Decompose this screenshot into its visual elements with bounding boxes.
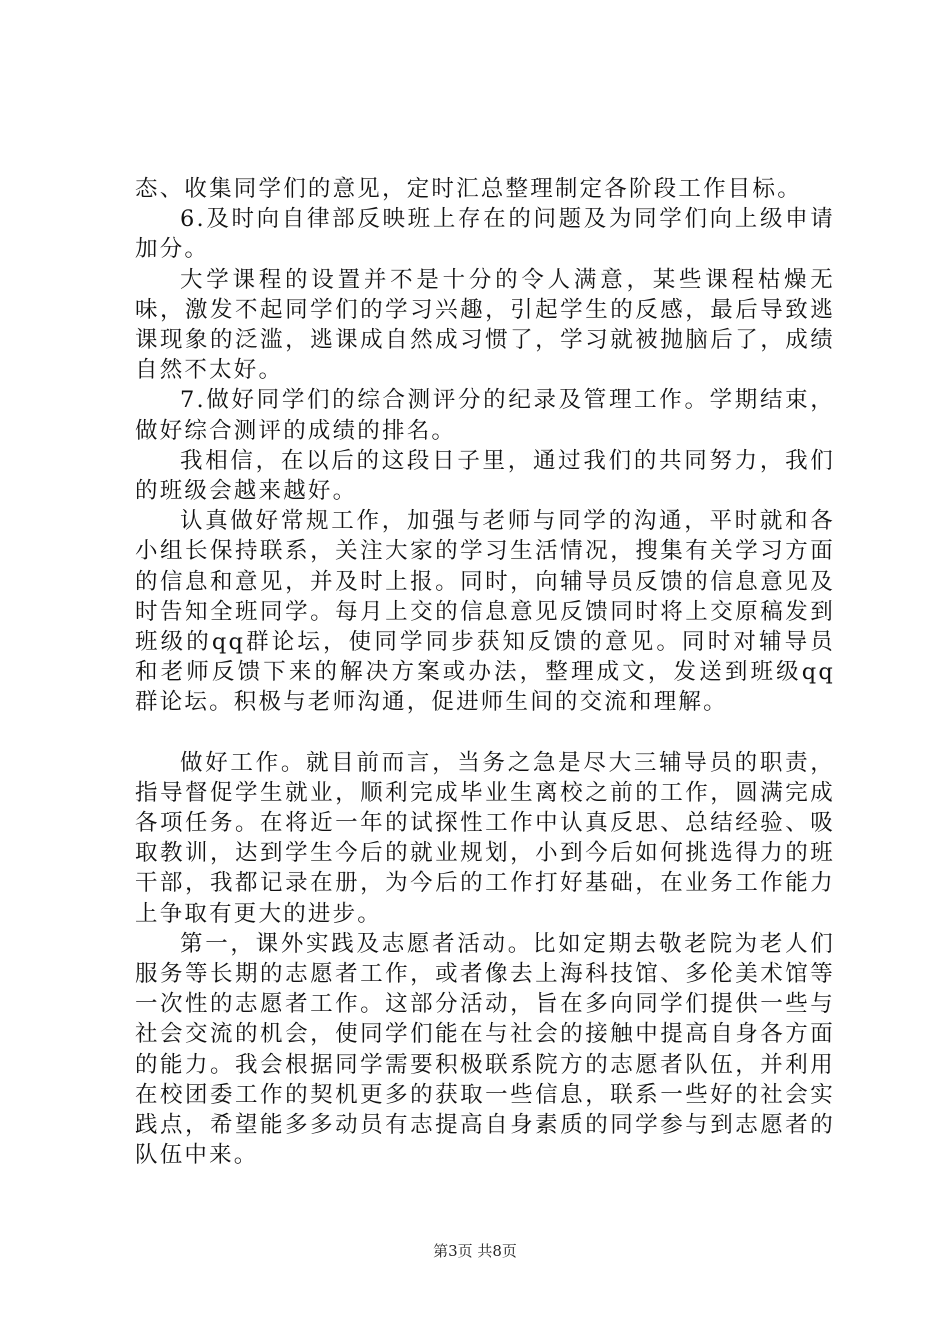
paragraph: 大学课程的设置并不是十分的令人满意，某些课程枯燥无味，激发不起同学们的学习兴趣，引起学生的反感，最后导致逃课现象的泛滥，逃课成自然成习惯了，学习就被抛脑后了，成绩自然不太好。 xyxy=(135,266,835,384)
paragraph: 认真做好常规工作，加强与老师与同学的沟通，平时就和各小组长保持联系，关注大家的学习生活情况，搜集有关学习方面的信息和意见，并及时上报。同时，向辅导员反馈的信息意见及时告知全班同学。每月上交的信息意见反馈同时将上交原稿发到班级的qq群论坛，使同学同步获知反馈的意见。同时对辅导员和老师反馈下来的解决方案或办法，整理成文，发送到班级qq群论坛。积极与老师沟通，促进师生间的交流和理解。 xyxy=(135,508,835,716)
paragraph: 7.做好同学们的综合测评分的纪录及管理工作。学期结束，做好综合测评的成绩的排名。 xyxy=(135,387,835,444)
paragraph: 我相信，在以后的这段日子里，通过我们的共同努力，我们的班级会越来越好。 xyxy=(135,447,835,505)
paragraph: 6.及时向自律部反映班上存在的问题及为同学们向上级申请加分。 xyxy=(135,206,835,263)
page-number-footer: 第3页 共8页 xyxy=(433,1242,517,1260)
paragraph: 态、收集同学们的意见，定时汇总整理制定各阶段工作目标。 xyxy=(135,176,802,202)
document-body xyxy=(135,174,835,1171)
paragraph: 做好工作。就目前而言，当务之急是尽大三辅导员的职责，指导督促学生就业，顺利完成毕业生离校之前的工作，圆满完成各项任务。在将近一年的试探性工作中认真反思、总结经验、吸取教训，达到学生今后的就业规划，小到今后如何挑选得力的班干部，我都记录在册，为今后的工作打好基础，在业务工作能力上争取有更大的进步。 xyxy=(135,749,835,927)
paragraph-gap xyxy=(135,718,835,748)
paragraph: 第一，课外实践及志愿者活动。比如定期去敬老院为老人们服务等长期的志愿者工作，或者像去上海科技馆、多伦美术馆等一次性的志愿者工作。这部分活动，旨在多向同学们提供一些与社会交流的机会，使同学们能在与社会的接触中提高自身各方面的能力。我会根据同学需要积极联系院方的志愿者队伍，并利用在校团委工作的契机更多的获取一些信息，联系一些好的社会实践点，希望能多多动员有志提高自身素质的同学参与到志愿者的队伍中来。 xyxy=(135,930,835,1169)
